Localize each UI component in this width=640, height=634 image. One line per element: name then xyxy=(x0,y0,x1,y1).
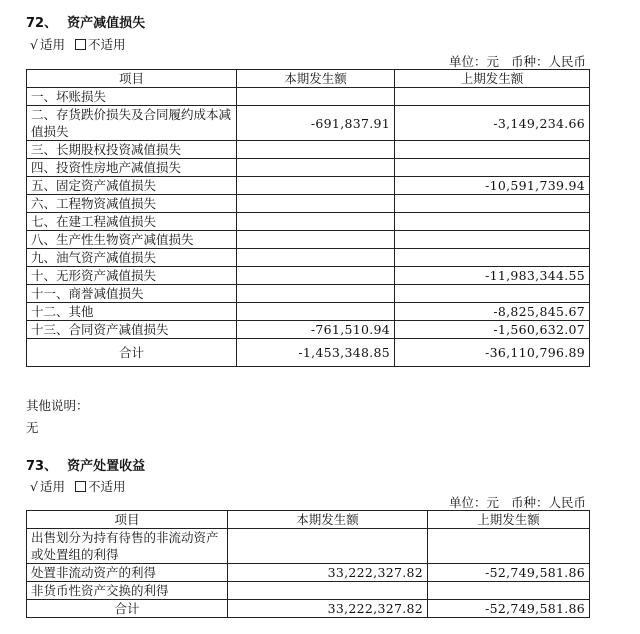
row-item: 二、存货跌价损失及合同履约成本减值损失 xyxy=(27,106,237,141)
row-item: 十、无形资产减值损失 xyxy=(27,267,237,285)
row-current xyxy=(237,195,395,213)
column-header-prior: 上期发生额 xyxy=(395,70,590,88)
row-prior: -1,560,632.07 xyxy=(395,321,590,339)
row-current: -691,837.91 xyxy=(237,106,395,141)
table-row xyxy=(27,231,590,249)
row-item: 十二、其他 xyxy=(27,303,237,321)
check-icon: √ xyxy=(30,37,38,52)
row-item: 九、油气资产减值损失 xyxy=(27,249,237,267)
impairment-loss-table xyxy=(26,69,590,367)
total-prior: -36,110,796.89 xyxy=(395,339,590,367)
row-prior xyxy=(395,159,590,177)
row-prior: -11,983,344.55 xyxy=(395,267,590,285)
disposal-gain-table xyxy=(26,510,590,618)
table-row xyxy=(27,529,590,564)
table-row xyxy=(27,88,590,106)
section-73-title-text: 资产处置收益 xyxy=(67,459,146,474)
total-label: 合计 xyxy=(27,339,237,367)
unit-label: 单位：元 xyxy=(448,54,499,69)
row-item: 十一、商誉减值损失 xyxy=(27,285,237,303)
table-row xyxy=(27,141,590,159)
section-72-applicability xyxy=(30,35,126,53)
row-prior: -3,149,234.66 xyxy=(395,106,590,141)
table-row xyxy=(27,564,590,582)
section-72-title xyxy=(26,12,145,31)
check-icon: √ xyxy=(30,479,38,494)
row-item: 七、在建工程减值损失 xyxy=(27,213,237,231)
row-current: 33,222,327.82 xyxy=(228,564,428,582)
table-row xyxy=(27,159,590,177)
total-current: 33,222,327.82 xyxy=(228,600,428,618)
row-current: -761,510.94 xyxy=(237,321,395,339)
section-73-title xyxy=(26,455,145,474)
table-row xyxy=(27,213,590,231)
row-item: 非货币性资产交换的利得 xyxy=(27,582,228,600)
row-current xyxy=(237,303,395,321)
row-prior xyxy=(428,529,590,564)
row-item: 六、工程物资减值损失 xyxy=(27,195,237,213)
row-current xyxy=(237,231,395,249)
row-item: 十三、合同资产减值损失 xyxy=(27,321,237,339)
column-header-item: 项目 xyxy=(27,511,228,529)
table-row xyxy=(27,195,590,213)
row-prior: -52,749,581.86 xyxy=(428,564,590,582)
row-current xyxy=(237,285,395,303)
other-notes-label: 其他说明： xyxy=(26,398,89,413)
row-current xyxy=(237,267,395,285)
row-prior: -8,825,845.67 xyxy=(395,303,590,321)
not-applicable-label: 不适用 xyxy=(87,37,126,52)
unit-label: 单位：元 xyxy=(448,495,499,510)
row-current xyxy=(237,159,395,177)
row-current xyxy=(237,88,395,106)
total-current: -1,453,348.85 xyxy=(237,339,395,367)
row-prior xyxy=(428,582,590,600)
row-item: 八、生产性生物资产减值损失 xyxy=(27,231,237,249)
table-header-row xyxy=(27,70,590,88)
row-prior xyxy=(395,231,590,249)
currency-label: 币种：人民币 xyxy=(510,495,586,510)
applicable-label: 适用 xyxy=(39,37,65,52)
section-72-number: 72、 xyxy=(26,16,58,31)
row-current xyxy=(237,177,395,195)
table-row xyxy=(27,285,590,303)
column-header-prior: 上期发生额 xyxy=(428,511,590,529)
checkbox-icon xyxy=(75,39,86,50)
row-prior xyxy=(395,195,590,213)
table-row xyxy=(27,267,590,285)
row-prior: -10,591,739.94 xyxy=(395,177,590,195)
section-72-title-text: 资产减值损失 xyxy=(67,16,146,31)
checkbox-icon xyxy=(75,481,86,492)
currency-label: 币种：人民币 xyxy=(510,54,586,69)
applicable-label: 适用 xyxy=(39,479,65,494)
table-row xyxy=(27,249,590,267)
row-current xyxy=(237,249,395,267)
column-header-current: 本期发生额 xyxy=(237,70,395,88)
total-prior: -52,749,581.86 xyxy=(428,600,590,618)
row-item: 出售划分为持有待售的非流动资产或处置组的利得 xyxy=(27,529,228,564)
total-label: 合计 xyxy=(27,600,228,618)
section-73-applicability xyxy=(30,477,126,495)
row-current xyxy=(228,582,428,600)
row-current xyxy=(228,529,428,564)
table-row xyxy=(27,321,590,339)
row-prior xyxy=(395,141,590,159)
column-header-current: 本期发生额 xyxy=(228,511,428,529)
total-row xyxy=(27,600,590,618)
other-notes-value: 无 xyxy=(26,420,39,435)
section-73-unit xyxy=(449,493,586,511)
table-header-row xyxy=(27,511,590,529)
total-row xyxy=(27,339,590,367)
row-current xyxy=(237,213,395,231)
section-72-unit xyxy=(449,52,586,70)
table-row xyxy=(27,303,590,321)
row-prior xyxy=(395,285,590,303)
not-applicable-label: 不适用 xyxy=(87,479,126,494)
table-row xyxy=(27,582,590,600)
section-73-number: 73、 xyxy=(26,459,58,474)
table-row xyxy=(27,106,590,141)
row-prior xyxy=(395,88,590,106)
table-row xyxy=(27,177,590,195)
row-prior xyxy=(395,213,590,231)
row-item: 五、固定资产减值损失 xyxy=(27,177,237,195)
row-item: 处置非流动资产的利得 xyxy=(27,564,228,582)
row-item: 一、坏账损失 xyxy=(27,88,237,106)
column-header-item: 项目 xyxy=(27,70,237,88)
row-item: 四、投资性房地产减值损失 xyxy=(27,159,237,177)
row-current xyxy=(237,141,395,159)
row-prior xyxy=(395,249,590,267)
row-item: 三、长期股权投资减值损失 xyxy=(27,141,237,159)
